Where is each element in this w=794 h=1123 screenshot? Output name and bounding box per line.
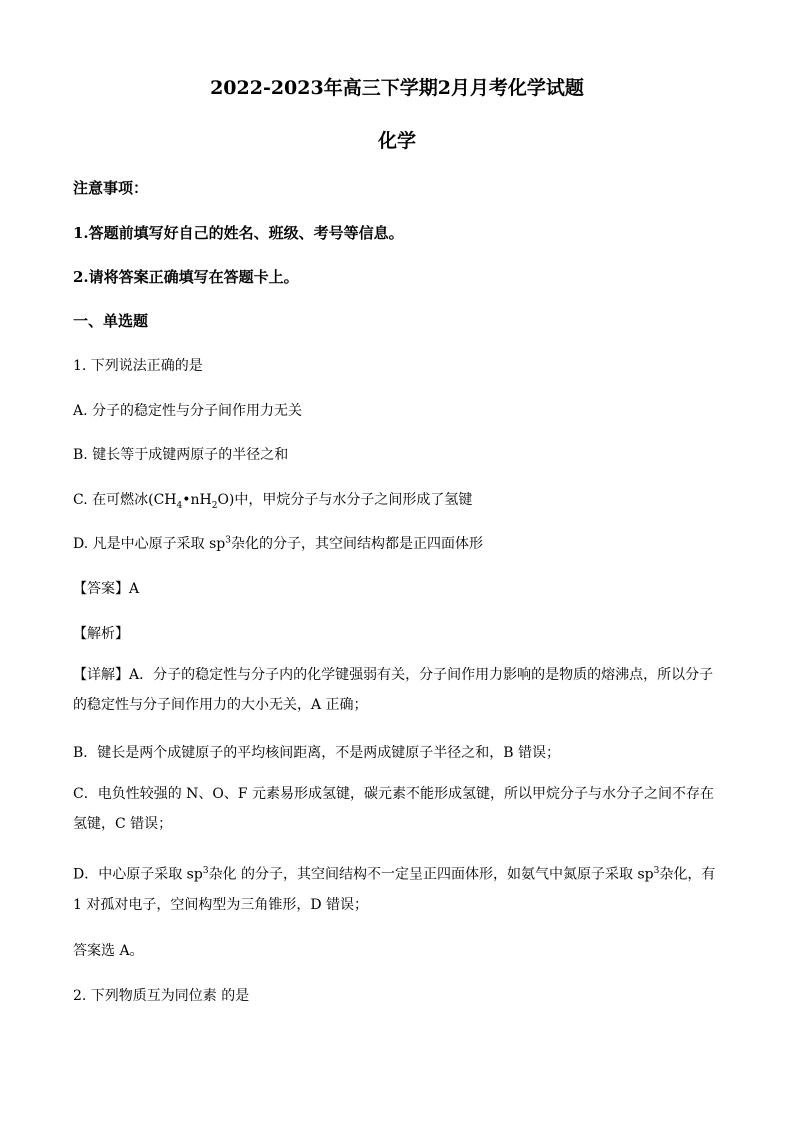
question-1-answer: 【答案】A bbox=[73, 581, 140, 597]
question-1-stem: 1. 下列说法正确的是 bbox=[73, 358, 203, 374]
question-1-option-a: A. 分子的稳定性与分子间作用力无关 bbox=[73, 403, 303, 419]
question-1-detail-a: 【详解】A．分子的稳定性与分子内的化学键强弱有关，分子间作用力影响的是物质的熔沸点，所以分子的稳定性与分子间作用力的大小无关，A 正确； bbox=[73, 667, 714, 713]
question-1-option-d bbox=[73, 533, 483, 553]
option-c-text-mid: •nH bbox=[182, 492, 212, 508]
exam-title: 2022-2023年高三下学期2月月考化学试题 bbox=[210, 77, 584, 99]
question-1-conclusion: 答案选 A。 bbox=[73, 943, 144, 959]
question-1-option-c bbox=[73, 489, 472, 511]
option-c-text-pre: C. 在可燃冰(CH bbox=[73, 492, 177, 508]
option-d-superscript: 3 bbox=[225, 535, 231, 546]
detail-d-superscript-1: 3 bbox=[202, 866, 209, 876]
option-c-subscript-2: 2 bbox=[211, 500, 218, 511]
question-1-detail-b: B．键长是两个成键原子的平均核间距离，不是两成键原子半径之和，B 错误； bbox=[73, 745, 561, 761]
notice-heading: 注意事项： bbox=[73, 179, 149, 197]
question-1-analysis-label: 【解析】 bbox=[73, 626, 129, 642]
question-1-detail-c: C．电负性较强的 N、O、F 元素易形成氢键，碳元素不能形成氢键，所以甲烷分子与水分子之间不存在氢键，C 错误； bbox=[73, 786, 715, 832]
detail-d-text-mid: 杂化 的分子，其空间结构不一定呈正四面体形，如氨气中氮原子采取 sp bbox=[208, 866, 654, 883]
detail-d-text-pre: D．中心原子采取 sp bbox=[73, 866, 203, 883]
question-2-stem: 2. 下列物质互为同位素 的是 bbox=[73, 988, 250, 1004]
notice-item-2: 2.请将答案正确填写在答题卡上。 bbox=[73, 268, 299, 286]
option-c-subscript-1: 4 bbox=[176, 500, 183, 511]
section-heading: 一、单选题 bbox=[73, 312, 149, 330]
detail-d-text-post: 杂化，有 1 对孤对电子，空间构型为三角锥形，D 错误； bbox=[73, 866, 716, 913]
question-1-detail-d bbox=[73, 856, 723, 920]
option-d-text-pre: D. 凡是中心原子采取 sp bbox=[73, 536, 226, 552]
detail-d-superscript-2: 3 bbox=[653, 866, 660, 876]
option-d-text-post: 杂化的分子，其空间结构都是正四面体形 bbox=[230, 536, 483, 552]
notice-item-1: 1.答题前填写好自己的姓名、班级、考号等信息。 bbox=[73, 224, 404, 242]
subject-title: 化学 bbox=[377, 130, 416, 152]
option-c-text-post: O)中，甲烷分子与水分子之间形成了氢键 bbox=[217, 492, 473, 508]
question-1-option-b: B. 键长等于成键两原子的半径之和 bbox=[73, 447, 289, 463]
